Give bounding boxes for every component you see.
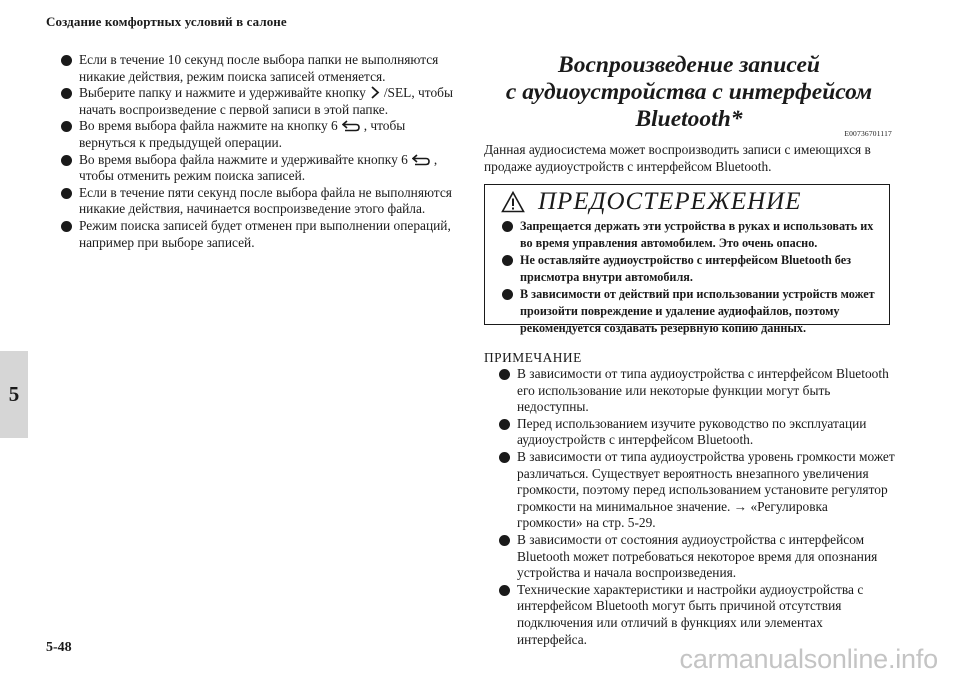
note-heading: ПРИМЕЧАНИЕ: [484, 350, 582, 365]
search-mode-notes: [58, 52, 453, 251]
warning-header: [501, 188, 802, 216]
warning-title: ПРЕДОСТЕРЕЖЕНИЕ: [538, 188, 802, 215]
bullet-icon: [499, 585, 510, 596]
bullet-icon: [61, 55, 72, 66]
list-item: В зависимости от действий при использовании устройств может произойти повреждение и удаление аудиофайлов, поэтому рекомендуется создавать резервную копию данных.: [499, 286, 879, 337]
warning-box: [484, 184, 890, 335]
note-list: [496, 366, 896, 648]
bullet-icon: [499, 419, 510, 430]
bullet-icon: [502, 255, 513, 266]
bullet-icon: [61, 121, 72, 132]
bullet-icon: [61, 188, 72, 199]
bullet-icon: [61, 221, 72, 232]
warning-list: [499, 218, 879, 337]
list-item: В зависимости от типа аудиоустройства уровень громкости может различаться. Существует вероятность внезапного увеличения громкости, поэтому перед использованием установите регулятор громкости на минимальное значение. → «Регулировка громкости» на стр. 5-29.: [496, 449, 896, 532]
list-item: Если в течение 10 секунд после выбора папки не выполняются никакие действия, режим поиска записей отменяется.: [58, 52, 453, 85]
list-item: Запрещается держать эти устройства в руках и использовать их во время управления автомобилем. Это очень опасно.: [499, 218, 879, 252]
return-arrow-icon: [342, 120, 360, 132]
bullet-icon: [499, 452, 510, 463]
list-item: Не оставляйте аудиоустройство с интерфейсом Bluetooth без присмотра внутри автомобиля.: [499, 252, 879, 286]
bullet-icon: [499, 369, 510, 380]
list-item: Если в течение пяти секунд после выбора файла не выполняются никакие действия, начинается воспроизведение этого файла.: [58, 185, 453, 218]
list-item: Во время выбора файла нажмите и удерживайте кнопку 6 , чтобы отменить режим поиска записей.: [58, 152, 453, 185]
document-code: E00736701117: [844, 129, 892, 138]
chapter-tab: 5: [0, 351, 28, 438]
bullet-icon: [61, 88, 72, 99]
bullet-icon: [61, 155, 72, 166]
list-item: Режим поиска записей будет отменен при выполнении операций, например при выборе записей.: [58, 218, 453, 251]
section-title: Воспроизведение записей с аудиоустройства с интерфейсом Bluetooth*: [505, 52, 873, 132]
bullet-icon: [502, 221, 513, 232]
page-header-title: Создание комфортных условий в салоне: [46, 14, 287, 29]
warning-triangle-icon: [501, 191, 525, 213]
list-item: Во время выбора файла нажмите на кнопку 6 , чтобы вернуться к предыдущей операции.: [58, 118, 453, 151]
list-item: В зависимости от типа аудиоустройства с интерфейсом Bluetooth его использование или некоторые функции могут быть недоступны.: [496, 366, 896, 416]
page-number: 5-48: [46, 640, 72, 655]
watermark: carmanualsonline.info: [679, 644, 938, 674]
play-forward-icon: [370, 86, 380, 99]
list-item: Технические характеристики и настройки аудиоустройства с интерфейсом Bluetooth могут быть причиной отсутствия подключения или отличий в функциях или элементах интерфейса.: [496, 582, 896, 648]
bullet-icon: [499, 535, 510, 546]
intro-paragraph: Данная аудиосистема может воспроизводить записи с имеющихся в продаже аудиоустройств с интерфейсом Bluetooth.: [484, 142, 871, 174]
list-item: Выберите папку и нажмите и удерживайте кнопку /SEL, чтобы начать воспроизведение с первой записи в этой папке.: [58, 85, 453, 118]
list-item: В зависимости от состояния аудиоустройства с интерфейсом Bluetooth может потребоваться некоторое время для опознания устройства и начала воспроизведения.: [496, 532, 896, 582]
bullet-icon: [502, 289, 513, 300]
list-item: Перед использованием изучите руководство по эксплуатации аудиоустройств с интерфейсом Bluetooth.: [496, 416, 896, 449]
return-arrow-icon: [412, 154, 430, 166]
left-column: [58, 52, 453, 251]
